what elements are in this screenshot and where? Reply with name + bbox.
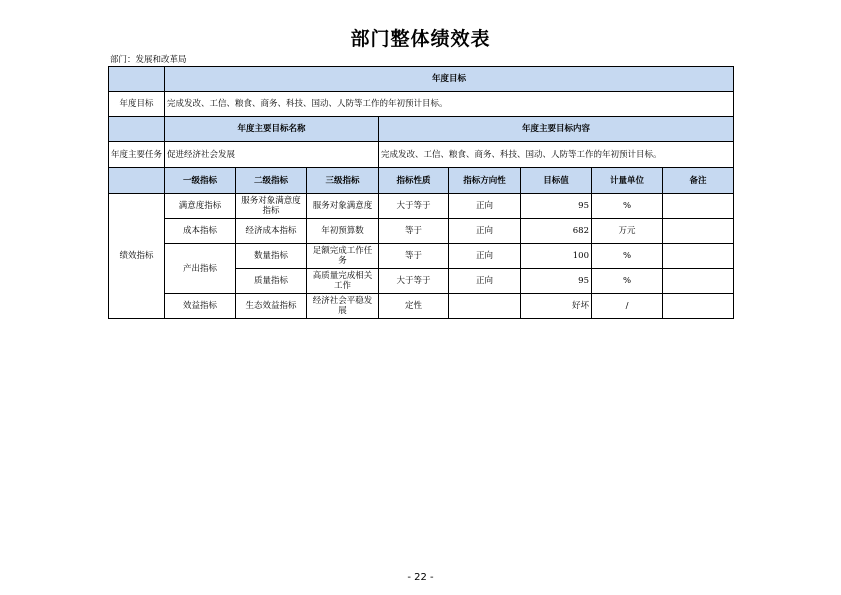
main-goal-content-header: 年度主要目标内容 — [379, 117, 734, 142]
cell-direction: 正向 — [449, 194, 521, 219]
cell-note — [663, 219, 734, 244]
cell-direction — [449, 294, 521, 319]
cell-level2: 质量指标 — [236, 269, 307, 294]
table-row — [109, 219, 734, 244]
col-header-note: 备注 — [663, 168, 734, 194]
page-number: - 22 - — [407, 572, 434, 583]
cell-target: 682 — [521, 219, 592, 244]
col-header-target: 目标值 — [521, 168, 592, 194]
cell-note — [663, 294, 734, 319]
annual-goal-label: 年度目标 — [109, 92, 165, 117]
cell-level1: 产出指标 — [165, 244, 236, 294]
cell-target: 好坏 — [521, 294, 592, 319]
cell-nature: 等于 — [379, 244, 449, 269]
cell-target: 95 — [521, 194, 592, 219]
table-row — [109, 294, 734, 319]
cell-nature: 等于 — [379, 219, 449, 244]
cell-level2: 数量指标 — [236, 244, 307, 269]
col-header-unit: 计量单位 — [592, 168, 663, 194]
col-header-direction: 指标方向性 — [449, 168, 521, 194]
col-header-level2: 二级指标 — [236, 168, 307, 194]
cell-note — [663, 194, 734, 219]
table-row — [109, 194, 734, 219]
annual-goal-text: 完成发改、工信、粮食、商务、科技、国动、人防等工作的年初预计目标。 — [165, 92, 734, 117]
cell-unit: % — [592, 194, 663, 219]
cell-level2: 服务对象满意度指标 — [236, 194, 307, 219]
cell-level2: 生态效益指标 — [236, 294, 307, 319]
col-header-level1: 一级指标 — [165, 168, 236, 194]
main-task-label: 年度主要任务 — [109, 142, 165, 168]
cell-unit: % — [592, 269, 663, 294]
main-goal-header-row — [109, 117, 734, 142]
cell-level3: 高质量完成相关工作 — [307, 269, 379, 294]
cell-nature: 定性 — [379, 294, 449, 319]
cell-unit: % — [592, 244, 663, 269]
table-row — [109, 244, 734, 269]
main-goal-name-header: 年度主要目标名称 — [165, 117, 379, 142]
header-blank-cell — [109, 117, 165, 142]
header-blank-cell — [109, 168, 165, 194]
cell-note — [663, 269, 734, 294]
cell-level2: 经济成本指标 — [236, 219, 307, 244]
header-blank-cell — [109, 67, 165, 92]
cell-level1: 效益指标 — [165, 294, 236, 319]
cell-note — [663, 244, 734, 269]
performance-table — [108, 66, 734, 319]
cell-direction: 正向 — [449, 269, 521, 294]
cell-level3: 足额完成工作任务 — [307, 244, 379, 269]
cell-level3: 年初预算数 — [307, 219, 379, 244]
main-task-name: 促进经济社会发展 — [165, 142, 379, 168]
col-header-level3: 三级指标 — [307, 168, 379, 194]
cell-direction: 正向 — [449, 219, 521, 244]
cell-level3: 经济社会平稳发展 — [307, 294, 379, 319]
department-label: 部门：发展和改革局 — [110, 55, 187, 65]
cell-unit: / — [592, 294, 663, 319]
annual-goal-row — [109, 92, 734, 117]
cell-target: 95 — [521, 269, 592, 294]
column-header-row — [109, 168, 734, 194]
col-header-nature: 指标性质 — [379, 168, 449, 194]
annual-goal-header-row — [109, 67, 734, 92]
main-task-row — [109, 142, 734, 168]
cell-unit: 万元 — [592, 219, 663, 244]
cell-level1: 满意度指标 — [165, 194, 236, 219]
annual-goal-header: 年度目标 — [165, 67, 734, 92]
cell-nature: 大于等于 — [379, 194, 449, 219]
cell-nature: 大于等于 — [379, 269, 449, 294]
main-task-content: 完成发改、工信、粮食、商务、科技、国动、人防等工作的年初预计目标。 — [379, 142, 734, 168]
cell-level3: 服务对象满意度 — [307, 194, 379, 219]
cell-level1: 成本指标 — [165, 219, 236, 244]
perf-label: 绩效指标 — [109, 194, 165, 319]
cell-direction: 正向 — [449, 244, 521, 269]
cell-target: 100 — [521, 244, 592, 269]
page-title: 部门整体绩效表 — [350, 28, 491, 50]
